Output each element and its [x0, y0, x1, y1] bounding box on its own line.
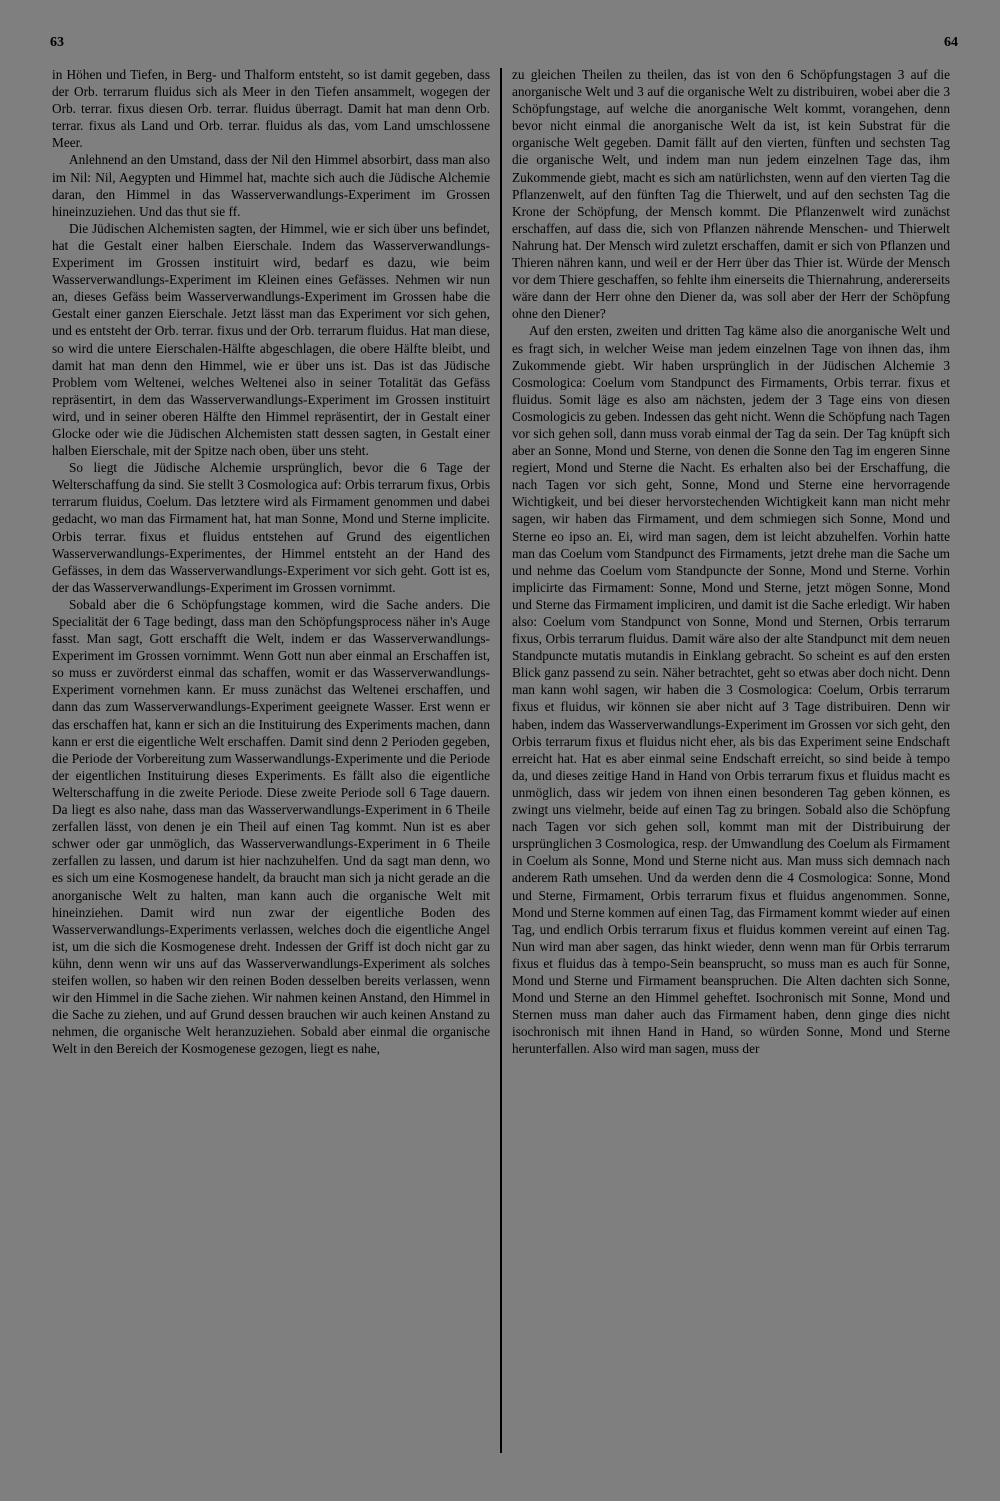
paragraph: Anlehnend an den Umstand, dass der Nil den Himmel absorbirt, dass man also im Nil: Nil, Aegypten und Himmel hat, machte sich auch die Jüdische Alchemie daran, den Himmel in das Wasserverwandlungs-Experiment im Grossen hineinzuziehen. Und das thut sie ff. — [52, 152, 490, 219]
paragraph: So liegt die Jüdische Alchemie ursprünglich, bevor die 6 Tage der Welterschaffung da sind. Sie stellt 3 Cosmologica auf: Orbis terrarum fixus, Orbis terrarum fluidus, Coelum. Das letztere wird als Firmament genommen und dabei gedacht, wo man das Firmament hat, hat man Sonne, Mond und Sterne implicite. Orbis terrar. fixus et fluidus entstehen auf Grund des eigentlichen Wasserverwandlungs-Experimentes, der Himmel entsteht an der Hand des Gefässes, in dem das Wasserverwandlungs-Experiment vor sich geht. Gott ist es, der das Wasserverwandlungs-Experiment im Grossen vornimmt. — [52, 460, 490, 595]
paragraph: Die Jüdischen Alchemisten sagten, der Himmel, wie er sich über uns befindet, hat die Gestalt einer halben Eierschale. Indem das Wasserverwandlungs-Experiment im Grossen instituirt wird, bedarf es dazu, wie beim Wasserverwandlungs-Experiment im Kleinen eines Gefässes. Nehmen wir nun an, dieses Gefäss beim Wasserverwandlungs-Experiment im Grossen habe die Gestalt einer ganzen Eierschale. Jetzt lässt man das Experiment vor sich gehen, und es entsteht der Orb. terrar. fixus und der Orb. terrarum fluidus. Hat man diese, so wird die untere Eierschalen-Hälfte abgeschlagen, die obere Hälfte bleibt, und damit hat man denn den Himmel, wie er über uns ist. Das ist das Jüdische Problem vom Weltenei, welches Weltenei also in seiner Totalität das Gefäss repräsentirt, in dem das Wasserverwandlungs-Experiment im Grossen instituirt wird, und in seiner oberen Hälfte den Himmel repräsentirt, der in Gestalt einer Glocke oder wie die Jüdischen Alchemisten statt dessen sagten, in Gestalt einer halben Eierschale, mit der Spitze nach oben, über uns steht. — [52, 220, 490, 459]
paragraph: zu gleichen Theilen zu theilen, das ist von den 6 Schöpfungstagen 3 auf die anorganische Welt und 3 auf die organische Welt zu distribuiren, wobei aber die 3 Schöpfungstage, auf welche die anorganische Welt kommt, vorangehen, denn bevor nicht einmal die anorganische Welt da ist, ist kein Substrat für die organische Welt gegeben. Damit fällt auf den vierten, fünften und sechsten Tag die organische Welt, und indem man nun jedem einzelnen Tage das, ihm Zukommende giebt, macht es sich am natürlichsten, wenn auf den vierten Tag die Pflanzenwelt, auf den fünften Tag die Thierwelt, und auf den sechsten Tag die Krone der Schöpfung, der Mensch kommt. Die Pflanzenwelt wird zunächst erschaffen, auf dass die, sich von Pflanzen nährende Menschen- und Thierwelt Nahrung hat. Der Mensch wird zuletzt erschaffen, damit er sich von Pflanzen und Thieren nähren kann, und weil er der Herr über das Thier ist. Würde der Mensch vor dem Thiere geschaffen, so fehlte ihm einerseits die Thiernahrung, andererseits wäre dann der Herr ohne den Diener da, was soll aber der Herr der Schöpfung ohne den Diener? — [512, 67, 950, 322]
paragraph: in Höhen und Tiefen, in Berg- und Thalform entsteht, so ist damit gegeben, dass der Orb. terrarum fluidus sich als Meer in den Tiefen ansammelt, wogegen der Orb. terrar. fixus diesen Orb. terrar. fluidus überragt. Damit hat man denn Orb. terrar. fixus als Land und Orb. terrar. fluidus als das, vom Land umschlossene Meer. — [52, 67, 490, 151]
left-column — [52, 66, 490, 1057]
page-number-right: 64 — [944, 35, 958, 50]
paragraph: Sobald aber die 6 Schöpfungstage kommen, wird die Sache anders. Die Specialität der 6 Tage bedingt, dass man den Schöpfungsprocess näher in's Auge fasst. Man sagt, Gott erschafft die Welt, indem er das Wasserverwandlungs-Experiment im Grossen vornimmt. Wenn Gott nun aber einmal an Erschaffen ist, so muss er zuvörderst einmal das schaffen, womit er das Wasserverwandlungs-Experiment vornehmen kann. Er muss zunächst das Weltenei erschaffen, und dann das zum Wasserverwandlungs-Experiment geeignete Wasser. Erst wenn er das erschaffen hat, kann er sich an die Instituirung des Experiments machen, dann kann er erst die eigentliche Welt erschaffen. Damit sind denn 2 Perioden gegeben, die Periode der Vorbereitung zum Wasserwandlungs-Experimente und die Periode der eigentlichen Instituirung dieses Experiments. Es fällt also die eigentliche Welterschaffung in die zweite Periode. Diese zweite Periode soll 6 Tage dauern. Da liegt es also nahe, dass man das Wasserverwandlungs-Experiment in 6 Theile zerfallen lässt, von denen je ein Theil auf einen Tag kommt. Nun ist es aber schwer oder gar unmöglich, das Wasserverwandlungs-Experiment in 6 Theile zerfallen zu lassen, und darum ist hier nachzuhelfen. Und da sagt man denn, wo es sich um eine Kosmogenese handelt, da braucht man sich ja nicht gerade an die anorganische Welt zu halten, man kann auch die organische Welt mit hineinziehen. Damit wird nun zwar der eigentliche Boden des Wasserverwandlungs-Experiments verlassen, welches doch die eigentliche Angel ist, um die sich die Kosmogenese dreht. Indessen der Griff ist doch nicht gar zu kühn, denn wenn wir uns auf das Wasserverwandlungs-Experiment als solches steifen wollen, so haben wir den reinen Boden desselben bereits verlassen, wenn wir den Himmel in die Sache ziehen. Wir nahmen keinen Anstand, den Himmel in die Sache zu ziehen, und auf Grund dessen brauchen wir auch keinen Anstand zu nehmen, die organische Welt heranzuziehen. Sobald aber einmal die organische Welt in den Bereich der Kosmogenese gezogen, liegt es nahe, — [52, 596, 490, 1057]
page-number-left: 63 — [50, 35, 64, 50]
paragraph: Auf den ersten, zweiten und dritten Tag käme also die anorganische Welt und es fragt sich, in welcher Weise man jedem einzelnen Tage von ihnen das, ihm Zukommende giebt. Wir haben ursprünglich in der Jüdischen Alchemie 3 Cosmologica: Coelum vom Standpunct des Firmaments, Orbis terrar. fixus et fluidus. Somit läge es also am nächsten, jedem der 3 Tage eins von diesen Cosmologicis zu geben. Indessen das geht nicht. Wenn die Schöpfung nach Tagen vor sich gehen soll, dann muss vorab einmal der Tag da sein. Der Tag knüpft sich aber an Sonne, Mond und Sterne, von denen die Sonne den Tag im engeren Sinne regiert, Mond und Sterne die Nacht. Es erhalten also bei der Erschaffung, die nach Tagen vor sich geht, Sonne, Mond und Sterne eine hervorragende Wichtigkeit, und bei dieser hervorstechenden Wichtigkeit kann man nicht mehr sagen, wir haben das Firmament, und dem schmiegen sich Sonne, Mond und Sterne eo ipso an. Ei, wird man sagen, dem ist leicht abzuhelfen. Vorhin hatte man das Coelum vom Standpunct des Firmaments, jetzt drehe man die Sache um und nehme das Coelum vom Standpuncte der Sonne, Mond und Sterne. Vorhin implicirte das Firmament: Sonne, Mond und Sterne, jetzt mögen Sonne, Mond und Sterne das Firmament impliciren, und damit ist die Sache erledigt. Wir haben also: Coelum vom Standpunct von Sonne, Mond und Sternen, Orbis terrarum fixus, Orbis terrarum fluidus. Damit wäre also der alte Standpunct mit dem neuen Standpuncte mutatis mutandis in Einklang gebracht. So scheint es auf den ersten Blick ganz passend zu sein. Näher betrachtet, geht so etwas aber doch nicht. Denn man kann wohl sagen, wir haben die 3 Cosmologica: Coelum, Orbis terrarum fixus et fluidus, wir können sie aber nicht auf 3 Tage distribuiren. Denn wir haben, indem das Wasserverwandlungs-Experiment im Grossen vor sich geht, den Orbis terrarum fixus et fluidus nicht eher, als bis das Experiment seine Endschaft erreicht hat. Hat es aber einmal seine Endschaft erreicht, so sind beide à tempo da, und dieses zeitige Hand in Hand von Orbis terrarum fixus et fluidus macht es unmöglich, dass wir jedem von ihnen einen besonderen Tag geben können, es zwingt uns vielmehr, beide auf einen Tag zu bringen. Sobald also die Schöpfung nach Tagen vor sich gehen soll, kommt man mit der Distribuirung der ursprünglichen 3 Cosmologica, resp. der Umwandlung des Coelum als Firmament in Coelum als Sonne, Mond und Sterne nicht aus. Man muss sich demnach nach anderem Rath umsehen. Und da werden denn die 4 Cosmologica: Sonne, Mond und Sterne, Firmament, Orbis terrarum fixus et fluidus angenommen. Sonne, Mond und Sterne kommen auf einen Tag, das Firmament kommt wieder auf einen Tag, und endlich Orbis terrarum fixus et fluidus kommen vereint auf einen Tag. Nun wird man aber sagen, das hinkt wieder, denn wenn man für Orbis terrarum fixus et fluidus das à tempo-Sein beansprucht, so muss man es auch für Sonne, Mond und Sterne und Firmament beanspruchen. Die Alten dachten sich Sonne, Mond und Sterne an den Himmel geheftet. Isochronisch mit Sonne, Mond und Sternen muss man daher auch das Firmament haben, denn ginge dies nicht isochronisch mit ihnen Hand in Hand, so würden Sonne, Mond und Sterne herunterfallen. Also wird man sagen, muss der — [512, 323, 950, 1057]
right-column — [512, 66, 950, 1057]
column-divider — [500, 68, 502, 1453]
